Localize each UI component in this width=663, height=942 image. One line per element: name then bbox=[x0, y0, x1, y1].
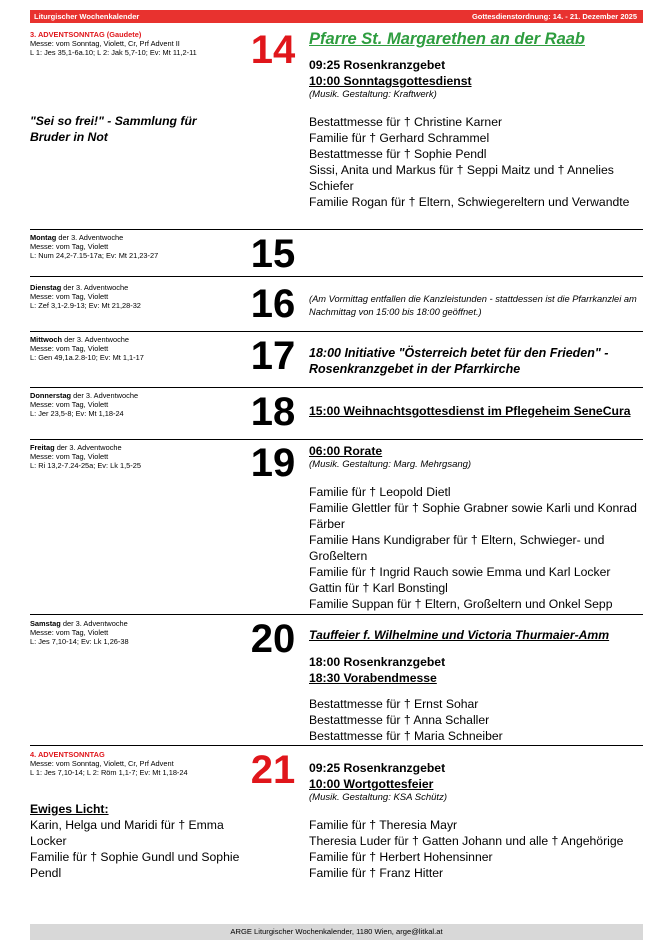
separator bbox=[30, 331, 643, 332]
christmas-service: 15:00 Weihnachtsgottesdienst im Pflegeheim SeneCura bbox=[309, 404, 631, 418]
service-main: 06:00 Rorate bbox=[309, 444, 383, 458]
mass-info: Messe: vom Tag, Violett bbox=[30, 452, 109, 461]
day-number: 18 bbox=[250, 390, 296, 434]
day-16-info bbox=[30, 283, 245, 310]
mass-info: Messe: vom Sonntag, Violett, Cr, Prf Advent II bbox=[30, 39, 180, 48]
mass-info: Messe: vom Tag, Violett bbox=[30, 292, 109, 301]
mass-info: Messe: vom Tag, Violett bbox=[30, 628, 109, 637]
day-name: Freitag bbox=[30, 443, 55, 452]
day-21-services bbox=[309, 760, 649, 881]
service-main: 18:30 Vorabendmesse bbox=[309, 671, 437, 685]
day-number: 17 bbox=[250, 334, 296, 378]
intention: Familie Hans Kundigraber für † Eltern, Schwieger- und Großeltern bbox=[309, 533, 605, 563]
day-17-services bbox=[309, 345, 649, 377]
readings: L 1: Jes 7,10-14; L 2: Röm 1,1-7; Ev: Mt 1,18-24 bbox=[30, 768, 188, 777]
intention: Familie für † Herbert Hohensinner bbox=[309, 850, 493, 864]
service: 09:25 Rosenkranzgebet bbox=[309, 58, 446, 72]
service-main: 10:00 Wortgottesfeier bbox=[309, 777, 434, 791]
day-name: Dienstag bbox=[30, 283, 62, 292]
intention: Bestattmesse für † Christine Karner bbox=[309, 115, 503, 129]
readings: L: Jer 23,5-8; Ev: Mt 1,18-24 bbox=[30, 409, 124, 418]
intention: Familie für † Gerhard Schrammel bbox=[309, 131, 490, 145]
day-name: Samstag bbox=[30, 619, 61, 628]
readings: L: Jes 7,10-14; Ev: Lk 1,26-38 bbox=[30, 637, 129, 646]
service: 09:25 Rosenkranzgebet bbox=[309, 761, 446, 775]
day-19-services bbox=[309, 443, 649, 612]
eternal-light-item: Familie für † Sophie Gundl und Sophie Pendl bbox=[30, 850, 240, 880]
office-note: (Am Vormittag entfallen die Kanzleistunden - stattdessen ist die Pfarrkanzlei am Nachmittag von 15:00 bis 18:00 geöffnet.) bbox=[309, 294, 637, 317]
intention: Familie für † Leopold Dietl bbox=[309, 485, 451, 499]
day-number: 16 bbox=[250, 282, 296, 326]
readings: L: Zef 3,1-2.9-13; Ev: Mt 21,28-32 bbox=[30, 301, 141, 310]
day-suffix: der 3. Adventwoche bbox=[56, 233, 124, 242]
day-suffix: der 3. Adventwoche bbox=[54, 443, 122, 452]
music-note: (Musik. Gestaltung: KSA Schütz) bbox=[309, 792, 447, 803]
intention: Familie Suppan für † Eltern, Großeltern und Onkel Sepp bbox=[309, 597, 613, 611]
day-20-services bbox=[309, 627, 649, 744]
day-15-info bbox=[30, 233, 245, 260]
day-17-info bbox=[30, 335, 245, 362]
separator bbox=[30, 387, 643, 388]
mass-info: Messe: vom Tag, Violett bbox=[30, 400, 109, 409]
music-note: (Musik. Gestaltung: Kraftwerk) bbox=[309, 89, 437, 100]
separator bbox=[30, 276, 643, 277]
intention: Familie für † Ingrid Rauch sowie Emma und Karl Locker bbox=[309, 565, 611, 579]
intention: Bestattmesse für † Ernst Sohar bbox=[309, 697, 479, 711]
readings: L: Ri 13,2-7.24-25a; Ev: Lk 1,5-25 bbox=[30, 461, 141, 470]
intention: Familie Glettler für † Sophie Grabner sowie Karli und Konrad Färber bbox=[309, 501, 637, 531]
day-suffix: der 3. Adventwoche bbox=[61, 283, 129, 292]
day-14-services bbox=[309, 30, 649, 210]
day-number: 14 bbox=[250, 28, 296, 72]
readings: L: Gen 49,1a.2.8-10; Ev: Mt 1,1-17 bbox=[30, 353, 144, 362]
day-name: 4. ADVENTSONNTAG bbox=[30, 750, 105, 759]
day-suffix: der 3. Adventwoche bbox=[71, 391, 139, 400]
day-name: 3. ADVENTSONNTAG (Gaudete) bbox=[30, 30, 142, 39]
eternal-light-item: Karin, Helga und Maridi für † Emma Locker bbox=[30, 818, 224, 848]
mass-info: Messe: vom Sonntag, Violett, Cr, Prf Advent bbox=[30, 759, 174, 768]
footer: ARGE Liturgischer Wochenkalender, 1180 Wien, arge@litkal.at bbox=[30, 924, 643, 940]
service: 18:00 Rosenkranzgebet bbox=[309, 655, 446, 669]
intention: Bestattmesse für † Sophie Pendl bbox=[309, 147, 487, 161]
day-16-services bbox=[309, 293, 649, 319]
mass-info: Messe: vom Tag, Violett bbox=[30, 344, 109, 353]
day-number: 20 bbox=[250, 617, 296, 661]
intention: Bestattmesse für † Anna Schaller bbox=[309, 713, 490, 727]
day-suffix: der 3. Adventwoche bbox=[62, 335, 130, 344]
eternal-light-title: Ewiges Licht: bbox=[30, 802, 109, 816]
day-21-info bbox=[30, 750, 245, 881]
music-note: (Musik. Gestaltung: Marg. Mehrgsang) bbox=[309, 459, 472, 470]
separator bbox=[30, 614, 643, 615]
prayer-event: 18:00 Initiative "Österreich betet für den Frieden" - Rosenkranzgebet in der Pfarrkirche bbox=[309, 346, 609, 376]
baptism-event: Tauffeier f. Wilhelmine und Victoria Thurmaier-Amm bbox=[309, 628, 610, 642]
readings: L 1: Jes 35,1-6a.10; L 2: Jak 5,7-10; Ev: Mt 11,2-11 bbox=[30, 48, 197, 57]
mass-info: Messe: vom Tag, Violett bbox=[30, 242, 109, 251]
day-number: 19 bbox=[250, 441, 296, 485]
day-suffix: der 3. Adventwoche bbox=[60, 619, 128, 628]
day-name: Donnerstag bbox=[30, 391, 72, 400]
day-18-info bbox=[30, 391, 245, 418]
day-number: 15 bbox=[250, 232, 296, 276]
header-left: Liturgischer Wochenkalender bbox=[34, 12, 140, 21]
intention: Gattin für † Karl Bonstingl bbox=[309, 581, 448, 595]
day-18-services bbox=[309, 403, 649, 419]
day-name: Montag bbox=[30, 233, 57, 242]
service-main: 10:00 Sonntagsgottesdienst bbox=[309, 74, 472, 88]
readings: L: Num 24,2-7.15-17a; Ev: Mt 21,23-27 bbox=[30, 251, 159, 260]
intention: Sissi, Anita und Markus für † Seppi Maitz und † Annelies Schiefer bbox=[309, 163, 614, 193]
separator bbox=[30, 745, 643, 746]
separator bbox=[30, 439, 643, 440]
day-20-info bbox=[30, 619, 245, 646]
intention: Bestattmesse für † Maria Schneiber bbox=[309, 729, 503, 743]
intention: Familie Rogan für † Eltern, Schwiegereltern und Verwandte bbox=[309, 195, 630, 209]
intention: Familie für † Theresia Mayr bbox=[309, 818, 458, 832]
day-number: 21 bbox=[250, 748, 296, 792]
parish-title: Pfarre St. Margarethen an der Raab bbox=[309, 30, 586, 48]
header-bar bbox=[30, 10, 643, 23]
intention: Familie für † Franz Hitter bbox=[309, 866, 444, 880]
day-14-info bbox=[30, 30, 245, 145]
intention: Theresia Luder für † Gatten Johann und alle † Angehörige bbox=[309, 834, 624, 848]
collection-note: "Sei so frei!" - Sammlung für Bruder in Not bbox=[30, 114, 197, 144]
day-name: Mittwoch bbox=[30, 335, 63, 344]
header-right: Gottesdienstordnung: 14. - 21. Dezember 2025 bbox=[471, 12, 637, 21]
separator bbox=[30, 229, 643, 230]
day-19-info bbox=[30, 443, 245, 470]
